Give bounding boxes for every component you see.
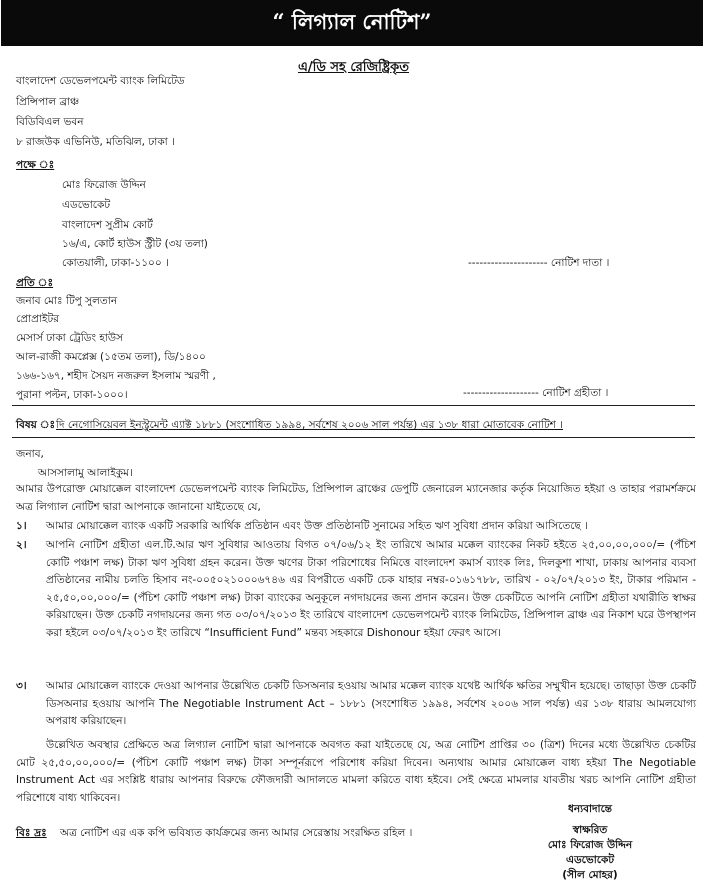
registered-ad-label: এ/ডি সহ রেজিষ্ট্রিকৃত — [297, 60, 410, 75]
addressee-line: বাংলাদেশ ডেভেলপমেন্ট ব্যাংক লিমিটেড — [16, 75, 185, 87]
intro-paragraph: আমার উপরোক্ত মোয়াক্কেল বাংলাদেশ ডেভেলপমেন্ট ব্যাংক লিমিটেড, প্রিন্সিপাল ব্রাঞ্চের ডেপুটি জেনারেল ম্যানেজার কর্তৃক নিয়োজিত হইয়া ও তাহার পরামর্শক্রমে অত্র লিগ্যাল নোটিশ দ্বারা আপনাকে জানানো যাইতেছে যে, — [16, 483, 696, 513]
item-text: আমার মোয়াক্কেল ব্যাংকে দেওয়া আপনার উল্লেখিত চেকটি ডিসঅনার হওয়ায় আমার মক্কেল ব্যাংক যথেষ্ট আর্থিক ক্ষতির সম্মুখীন হয়েছে। তাছাড়া উক্ত চেকটি ডিসঅনার হওয়ায় আপনি The Negotiable Instrument Act – ১৮৮১ (সংশোধিত ১৯৯৪, সর্বশেষ ২০০৬ সাল পর্যন্ত) এর ১৩৮ ধারায় আমলযোগ্য অপরাধ করিয়াছেন। — [46, 680, 696, 727]
signature-block — [520, 802, 660, 883]
recipient-line: মেসার্স ঢাকা ট্রেডিং হাউস — [16, 332, 124, 344]
notice-title-banner — [1, 0, 703, 46]
recipient-line: পুরানা পল্টন, ঢাকা-১০০০। — [16, 389, 128, 401]
addressee-line: প্রিন্সিপাল ব্রাঞ্চ — [16, 96, 80, 108]
recipient-line: ১৬৬-১৬৭, শহীদ সৈয়দ নজরুল ইসলাম স্মরণী , — [16, 370, 216, 382]
addressee-line: বিডিবিএল ভবন — [16, 116, 84, 128]
advocate-title: এডভোকেট — [565, 854, 615, 866]
divider — [12, 437, 695, 438]
subject-label: বিষয় ঃ — [16, 419, 56, 431]
party-label: পক্ষে ঃ — [16, 159, 55, 171]
party-line: বাংলাদেশ সুপ্রীম কোর্ট — [62, 219, 153, 231]
salutation: জনাব, — [16, 448, 44, 460]
note-label: বিঃ দ্রঃ — [16, 827, 47, 839]
note-text: অত্র নোটিশ এর এক কপি ভবিষ্যত কার্যক্রমের জন্য আমার সেরেস্তায় সংরক্ষিত রহিল । — [60, 827, 413, 839]
recipient-line: আল-রাজী কমপ্লেক্স (১৫তম তলা), ডি/১৪০০ — [16, 351, 206, 363]
recipient-line: প্রোপ্রাইটর — [16, 313, 59, 325]
recipient-label: প্রতি ঃ — [16, 277, 54, 289]
item-number: ৩। — [16, 680, 27, 692]
item-number: ১। — [16, 520, 27, 532]
notice-title: “ লিগ্যাল নোটিশ” — [272, 8, 432, 34]
closing-paragraph: উল্লেখিত অবস্থার প্রেক্ষিতে অত্র লিগ্যাল নোটিশ দ্বারা আপনাকে অবগত করা যাইতেছে যে, অত্র নোটিশ প্রাপ্তির ৩০ (ত্রিশ) দিনের মধ্যে উল্লেখিত চেকটির মোট ২৫,৫০,০০,০০০/= (পঁচিশ কোটি পঞ্চাশ লক্ষ) টাকা সম্পূর্নরূপে পরিশোধ করিয়া দিবেন। অন্যথায় আমার মোয়াক্কেল বাধ্য হইয়া The Negotiable Instrument Act এর সংশ্লিষ্ট ধারায় আপনার বিরুদ্ধে ফৌজদারী আদালতে মামলা করিতে বাধ্য হইবে। সেই ক্ষেত্রে মামলার যাবতীয় খরচ আপনি নোটিশ গ্রহীতা পরিশোধে বাধ্য থাকিবেন। — [16, 739, 696, 804]
divider — [12, 405, 695, 406]
recipient-line: জনাব মোঃ টিপু সুলতান — [16, 295, 118, 307]
notice-giver-signature-line: --------------------- নোটিশ দাতা । — [468, 257, 610, 269]
item-number: ২। — [16, 539, 27, 551]
thanks-text: ধন্যবাদান্তে — [567, 803, 613, 815]
advocate-name: মোঃ ফিরোজ উদ্দিন — [547, 839, 633, 851]
party-line: ১৬/এ, কোর্ট হাউস স্ট্রীট (৩য় তলা) — [62, 238, 208, 250]
signed-label: স্বাক্ষরিত — [572, 824, 608, 836]
subject-text: দি নেগোসিয়েবল ইনস্ট্রুমেন্ট এ্যাক্ট ১৮৮১ (সংশোধিত ১৯৯৪, সর্বশেষ ২০০৬ সাল পর্যন্ত) এর ১৩৮ ধারা মোতাবেক নোটিশ । — [56, 419, 563, 431]
greeting: আসসালামু আলাইকুম। — [38, 467, 133, 479]
item-text: আমার মোয়াক্কেল ব্যাংক একটি সরকারি আর্থিক প্রতিষ্ঠান এবং উক্ত প্রতিষ্ঠানটি সুনামের সহিত ঋণ সুবিধা প্রদান করিয়া আসিতেছে । — [46, 520, 588, 532]
party-line: এডভোকেট — [62, 199, 111, 211]
notice-receiver-signature-line: -------------------- নোটিশ গ্রহীতা । — [463, 387, 609, 399]
addressee-line: ৮ রাজউক এভিনিউ, মতিঝিল, ঢাকা । — [16, 136, 175, 148]
party-line: কোতয়ালী, ঢাকা-১১০০ । — [62, 257, 169, 269]
party-line: মোঃ ফিরোজ উদ্দিন — [62, 179, 146, 191]
item-text: আপনি নোটিশ গ্রহীতা এল.টি.আর ঋণ সুবিধার আওতায় বিগত ০৭/০৬/১২ ইং তারিখে আমার মক্কেল ব্যাংকের নিকট হইতে ২৫,০০,০০,০০০/= (পঁচিশ কোটি পঞ্চাশ লক্ষ) টাকা ঋণ সুবিধা গ্রহন করেন। উক্ত ঋণের টাকা পরিশোধের নিমিত্তে বাংলাদেশ কমার্স ব্যাংক লিঃ, দিলকুশা শাখা, ঢাকায় আপনার ব্যবসা প্রতিষ্ঠানের নামীয় চলতি হিসাব নং-০০৫০২১০০০৬৭৪৬ এর বিপরীতে একটি চেক যাহার নম্বর-০১৬১৭৮৮, তারিখ - ০২/০৭/২০১৩ ইং, টাকার পরিমান - ২৫,৫০,০০,০০০/= (পঁচিশ কোটি পঞ্চাশ লক্ষ) টাকা ব্যাংকের অনুকূলে নগদায়নের জন্য প্রদান করেন। উক্ত চেকটিতে আপনি নোটিশ গ্রহীতা যথারীতি স্বাক্ষর করিয়াছেন। উক্ত চেকটি নগদায়নের জন্য গত ০৩/০৭/২০১৩ ইং তারিখে বাংলাদেশ ডেভেলপমেন্ট ব্যাংক লিমিটেড, প্রিন্সিপাল ব্রাঞ্চ এর নিকাশ ঘরে উপস্থাপন করা হইলে ০৩/০৭/২০১৩ ইং তারিখে “Insufficient Fund” মন্তব্য সহকারে Dishonour হইয়া ফেরৎ আসে। — [46, 539, 696, 639]
seal-label: (সীল মোহর) — [562, 869, 618, 881]
